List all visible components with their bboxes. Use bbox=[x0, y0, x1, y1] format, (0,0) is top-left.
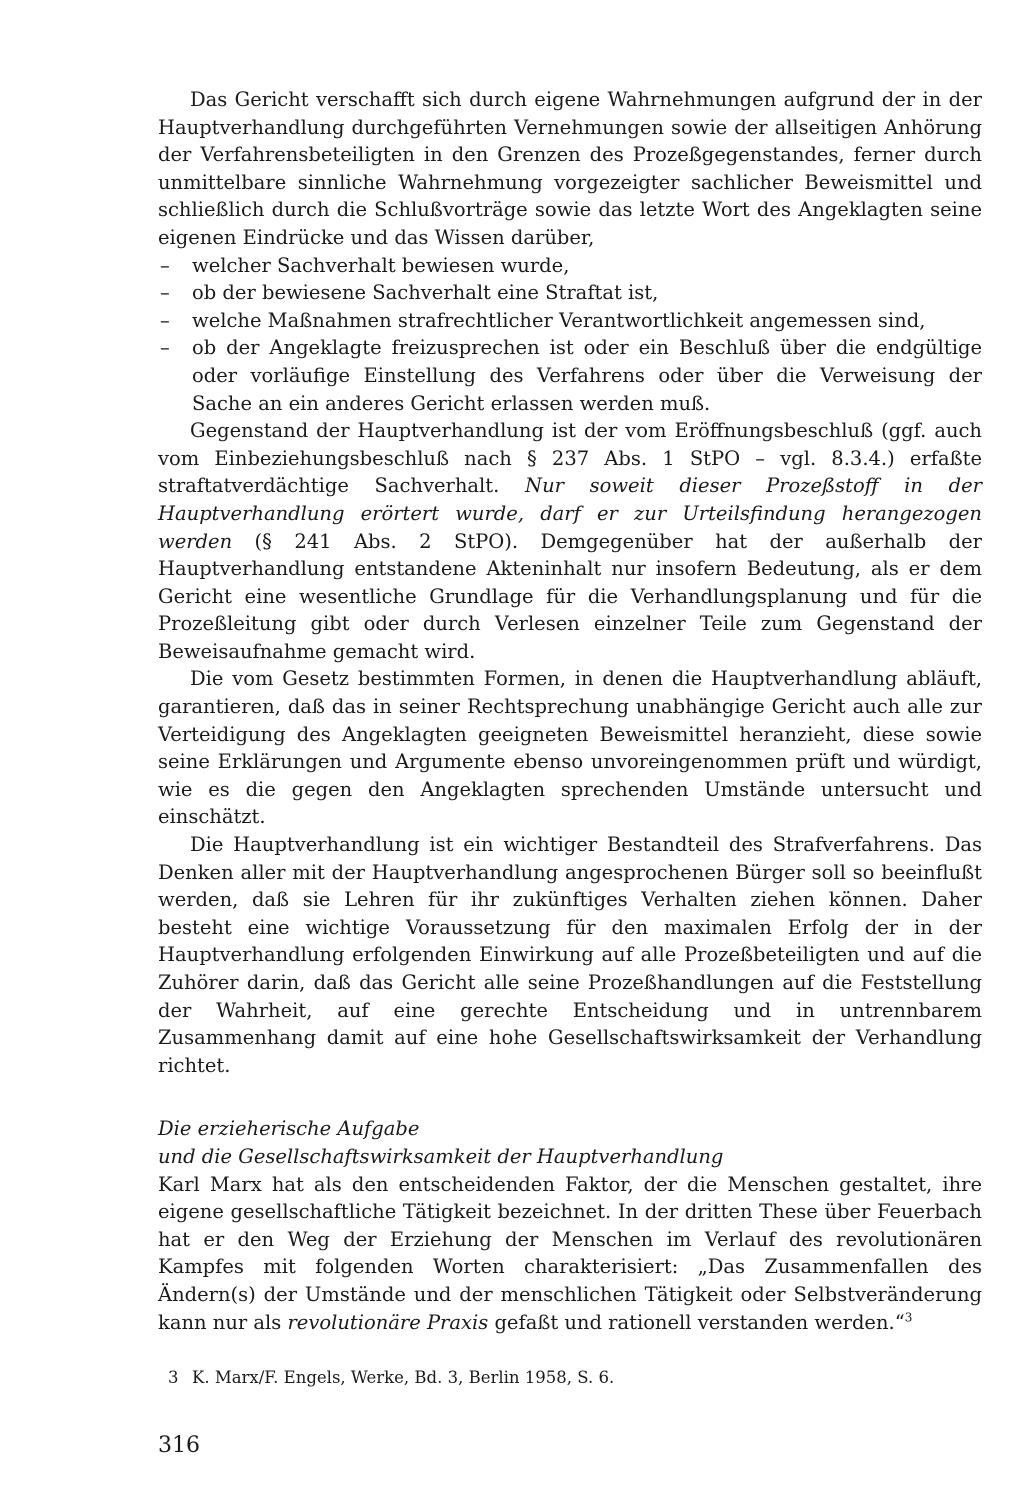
dash-bullet: – bbox=[160, 253, 170, 277]
document-page bbox=[158, 86, 982, 1460]
paragraph-subject-matter bbox=[158, 417, 982, 665]
section-heading-line: Die erzieherische Aufgabe bbox=[158, 1117, 420, 1141]
list-item bbox=[158, 307, 982, 335]
list-item bbox=[158, 334, 982, 417]
section-heading bbox=[158, 1115, 982, 1170]
paragraph-text: gefaßt und rationell verstanden werden.“ bbox=[488, 1310, 905, 1334]
dash-bullet: – bbox=[160, 308, 170, 332]
footnote bbox=[158, 1366, 982, 1390]
paragraph-text: (§ 241 Abs. 2 StPO). Demgegenüber hat der außerhalb der Hauptverhandlung entstandene Akteninhalt nur insofern Bedeutung, als er dem Gericht eine wesentliche Grundlage für die Verhandlungsplanung und für die Prozeßleitung gibt oder durch Verlesen einzelner Teile zum Gegenstand der Beweisaufnahme gemacht wird. bbox=[158, 529, 982, 663]
paragraph-text: Gegenstand der Hauptverhandlung ist der vom Eröffnungsbeschluß (ggf. auch vom Einbeziehungsbeschluß nach § 237 Abs. 1 StPO – vgl. 8.3.4.) erfaßte straftatverdächtige Sachverhalt. bbox=[158, 419, 982, 498]
list-item bbox=[158, 279, 982, 307]
dash-bullet: – bbox=[160, 336, 170, 360]
list-item-text: ob der Angeklagte freizusprechen ist oder ein Beschluß über die endgültige oder vorläufige Einstellung des Verfahrens oder über die Verweisung der Sache an ein anderes Gericht erlassen werden muß. bbox=[192, 336, 982, 415]
footnote-number: 3 bbox=[168, 1368, 179, 1388]
footnote-reference: 3 bbox=[904, 1310, 913, 1325]
list-item bbox=[158, 252, 982, 280]
emphasized-text: revolutionäre Praxis bbox=[287, 1310, 489, 1334]
list-item-text: ob der bewiesene Sachverhalt eine Straftat ist, bbox=[192, 281, 659, 305]
list-item-text: welche Maßnahmen strafrechtlicher Verantwortlichkeit angemessen sind, bbox=[192, 308, 926, 332]
dash-bullet: – bbox=[160, 281, 170, 305]
footnote-text: K. Marx/F. Engels, Werke, Bd. 3, Berlin 1958, S. 6. bbox=[192, 1368, 615, 1388]
findings-list bbox=[158, 252, 982, 418]
paragraph-main-hearing: Die Hauptverhandlung ist ein wichtiger Bestandteil des Strafverfahrens. Das Denken aller mit der Hauptverhandlung angesprochenen Bürger soll so beeinflußt werden, daß sie Lehren für ihr zukünftiges Verhalten ziehen können. Daher besteht eine wichtige Voraussetzung für den maximalen Erfolg der in der Hauptverhandlung erfolgenden Einwirkung auf alle Prozeßbeteiligten und auf die Zuhörer darin, daß das Gericht alle seine Prozeßhandlungen auf die Feststellung der Wahrheit, auf eine gerechte Entscheidung und in untrennbarem Zusammenhang damit auf eine hohe Gesellschaftswirksamkeit der Verhandlung richtet. bbox=[158, 833, 982, 1077]
page-number: 316 bbox=[158, 1433, 200, 1459]
section-heading-line: und die Gesellschaftswirksamkeit der Hauptverhandlung bbox=[158, 1144, 724, 1168]
emphasized-text: Nur soweit dieser Prozeßstoff in der Hauptverhandlung erörtert wurde, darf er zur Urteilsfindung herangezogen werden bbox=[158, 474, 982, 553]
paragraph-legal-forms: Die vom Gesetz bestimmten Formen, in denen die Hauptverhandlung abläuft, garantieren, daß das in seiner Rechtsprechung unabhängige Gericht auch alle zur Verteidigung des Angeklagten geeigneten Beweismittel heranzieht, diese sowie seine Erklärungen und Argumente ebenso unvoreingenommen prüft und würdigt, wie es die gegen den Angeklagten sprechenden Umstände untersucht und einschätzt. bbox=[158, 667, 982, 829]
paragraph-marx-quote bbox=[158, 1171, 982, 1337]
paragraph-text: Karl Marx hat als den entscheidenden Faktor, der die Menschen gestaltet, ihre eigene gesellschaftliche Tätigkeit bezeichnet. In der dritten These über Feuerbach hat er den Weg der Erziehung der Menschen im Verlauf des revolutionären Kampfes mit folgenden Worten charakterisiert: „Das Zusammenfallen des Ändern(s) der Umstände und der menschlichen Tätigkeit oder Selbstveränderung kann nur als bbox=[158, 1172, 982, 1334]
paragraph-court-perception: Das Gericht verschafft sich durch eigene Wahrnehmungen aufgrund der in der Hauptverhandlung durchgeführten Vernehmungen sowie der allseitigen Anhörung der Verfahrensbeteiligten in den Grenzen des Prozeßgegenstandes, ferner durch unmittelbare sinnliche Wahrnehmung vorgezeigter sachlicher Beweismittel und schließlich durch die Schlußvorträge sowie das letzte Wort des Angeklagten seine eigenen Eindrücke und das Wissen darüber, bbox=[158, 88, 982, 249]
list-item-text: welcher Sachverhalt bewiesen wurde, bbox=[192, 253, 570, 277]
